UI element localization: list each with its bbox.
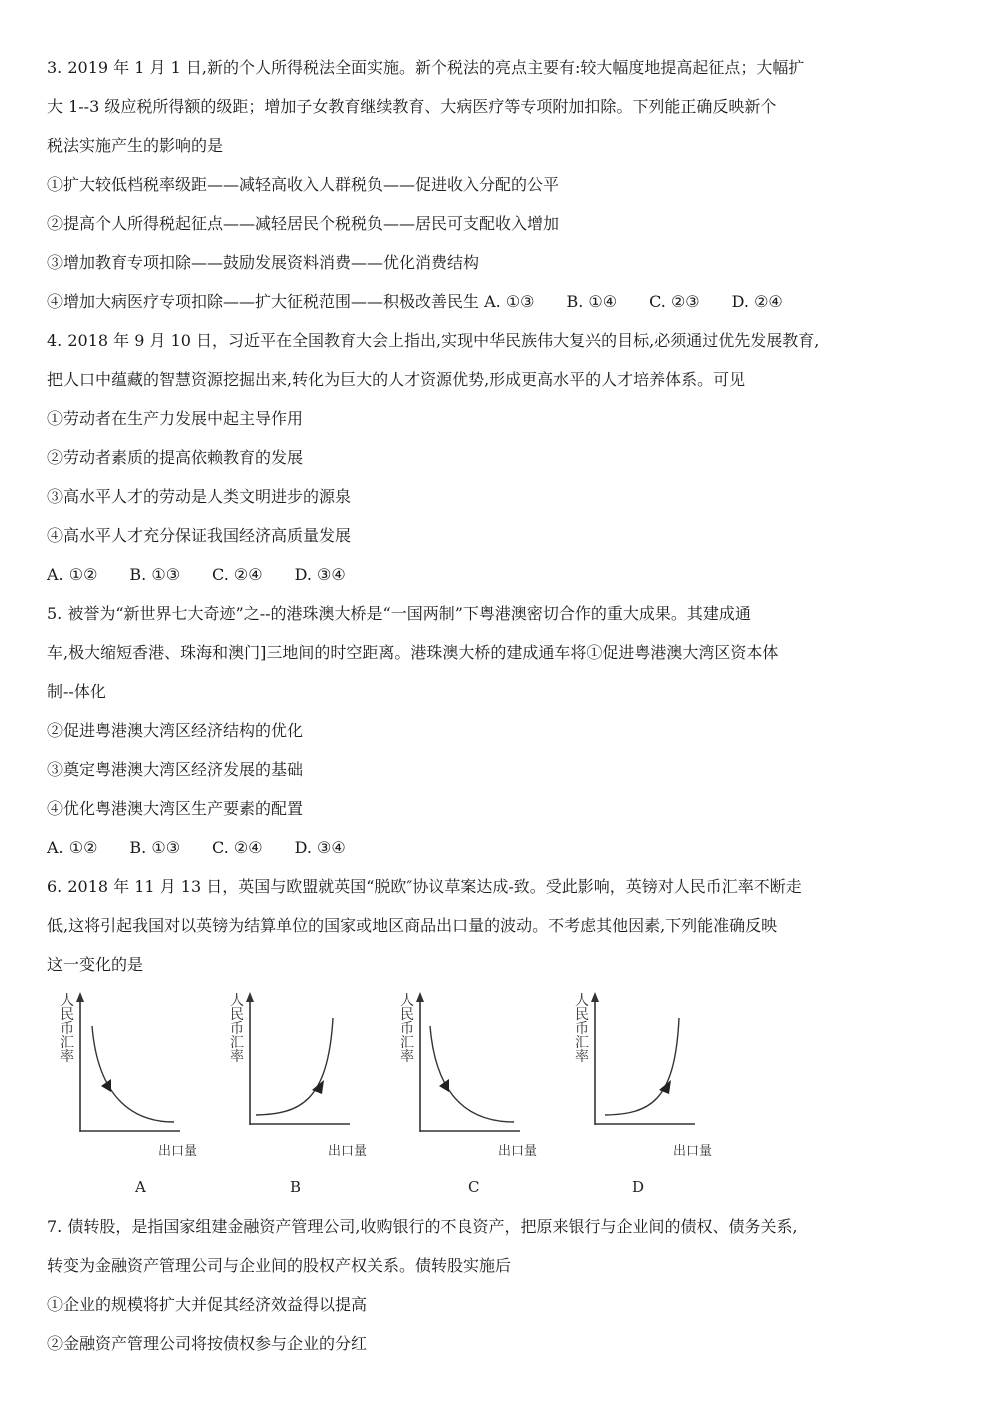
graph-d-x-label: 出口量 xyxy=(673,1144,713,1159)
q3-option-2: ②提高个人所得税起征点——减轻居民个税税负——居民可支配收入增加 xyxy=(47,214,560,233)
q3-stem-line-2: 大 1--3 级应税所得额的级距；增加子女教育继续教育、大病医疗等专项附加扣除。下列能正确反映新个 xyxy=(47,97,777,116)
q7-stem-line-1: 7. 债转股，是指国家组建金融资产管理公司,收购银行的不良资产，把原来银行与企业间的债权、债务关系, xyxy=(47,1217,798,1236)
q6-graph-options xyxy=(0,990,992,1200)
graph-d-curve xyxy=(605,1018,679,1115)
graph-d xyxy=(565,990,735,1200)
graph-d-y-label: 人民币汇率 xyxy=(575,993,589,1065)
graph-b-y-label: 人民币汇率 xyxy=(230,993,244,1065)
graph-c-y-label: 人民币汇率 xyxy=(400,993,414,1065)
graph-a-x-label: 出口量 xyxy=(158,1144,198,1159)
q5-answer-choices: A. ①② B. ①③ C. ②④ D. ③④ xyxy=(47,838,346,857)
q5-option-3: ③奠定粤港澳大湾区经济发展的基础 xyxy=(47,760,304,779)
q4-option-2: ②劳动者素质的提高依赖教育的发展 xyxy=(47,448,304,467)
q3-stem-line-3: 税法实施产生的影响的是 xyxy=(47,136,224,155)
graph-d-plot xyxy=(565,990,735,1150)
graph-a-curve xyxy=(92,1026,174,1122)
q3-stem-line-1: 3. 2019 年 1 月 1 日,新的个人所得税法全面实施。新个税法的亮点主要有:较大幅度地提高起征点；大幅扩 xyxy=(47,58,805,77)
q6-stem-line-1: 6. 2018 年 11 月 13 日，英国与欧盟就英国“脱欧″协议草案达成-致。受此影响，英镑对人民币汇率不断走 xyxy=(47,877,802,896)
graph-c xyxy=(390,990,560,1200)
graph-b-y-arrow xyxy=(246,992,254,1002)
graph-c-y-arrow xyxy=(416,992,424,1002)
graph-b-curve xyxy=(256,1018,333,1115)
q4-stem-line-1: 4. 2018 年 9 月 10 日，习近平在全国教育大会上指出,实现中华民族伟大复兴的目标,必须通过优先发展教育, xyxy=(47,331,820,350)
graph-d-letter: D xyxy=(632,1178,645,1196)
q6-stem-line-2: 低,这将引起我国对以英镑为结算单位的国家或地区商品出口量的波动。不考虑其他因素,下列能准确反映 xyxy=(47,916,778,935)
graph-c-curve xyxy=(430,1026,514,1122)
graph-a-y-label: 人民币汇率 xyxy=(60,993,74,1065)
q5-stem-line-3: 制--体化 xyxy=(47,682,106,701)
graph-c-letter: C xyxy=(468,1178,480,1196)
graph-a-letter: A xyxy=(135,1178,146,1196)
q5-option-4: ④优化粤港澳大湾区生产要素的配置 xyxy=(47,799,304,818)
graph-a-y-arrow xyxy=(76,992,84,1002)
q5-stem-line-1: 5. 被誉为“新世界七大奇迹”之--的港珠澳大桥是“一国两制”下粤港澳密切合作的重大成果。其建成通 xyxy=(47,604,751,623)
q5-option-2: ②促进粤港澳大湾区经济结构的优化 xyxy=(47,721,304,740)
q6-stem-line-3: 这一变化的是 xyxy=(47,955,144,974)
q4-stem-line-2: 把人口中蕴藏的智慧资源挖掘出来,转化为巨大的人才资源优势,形成更高水平的人才培养体系。可见 xyxy=(47,370,746,389)
graph-b xyxy=(220,990,390,1200)
q5-stem-line-2: 车,极大缩短香港、珠海和澳门]三地间的时空距离。港珠澳大桥的建成通车将①促进粤港澳大湾区资本体 xyxy=(47,643,779,662)
q4-option-3: ③高水平人才的劳动是人类文明进步的源泉 xyxy=(47,487,352,506)
graph-b-x-label: 出口量 xyxy=(328,1144,368,1159)
q4-option-4: ④高水平人才充分保证我国经济高质量发展 xyxy=(47,526,352,545)
graph-b-plot xyxy=(220,990,390,1150)
graph-d-direction-arrow xyxy=(659,1080,671,1094)
q4-option-1: ①劳动者在生产力发展中起主导作用 xyxy=(47,409,304,428)
q3-option-4-with-answers: ④增加大病医疗专项扣除——扩大征税范围——积极改善民生 A. ①③ B. ①④ C. ②③ D. ②④ xyxy=(47,292,783,311)
q7-option-2: ②金融资产管理公司将按债权参与企业的分红 xyxy=(47,1334,368,1353)
graph-b-letter: B xyxy=(290,1178,302,1196)
q7-stem-line-2: 转变为金融资产管理公司与企业间的股权产权关系。债转股实施后 xyxy=(47,1256,512,1275)
graph-c-plot xyxy=(390,990,560,1150)
q3-option-1: ①扩大较低档税率级距——减轻高收入人群税负——促进收入分配的公平 xyxy=(47,175,560,194)
q7-option-1: ①企业的规模将扩大并促其经济效益得以提高 xyxy=(47,1295,368,1314)
graph-c-x-label: 出口量 xyxy=(498,1144,538,1159)
graph-d-y-arrow xyxy=(591,992,599,1002)
graph-a-plot xyxy=(50,990,220,1150)
graph-a xyxy=(50,990,220,1200)
q3-option-3: ③增加教育专项扣除——鼓励发展资料消费——优化消费结构 xyxy=(47,253,480,272)
q4-answer-choices: A. ①② B. ①③ C. ②④ D. ③④ xyxy=(47,565,346,584)
